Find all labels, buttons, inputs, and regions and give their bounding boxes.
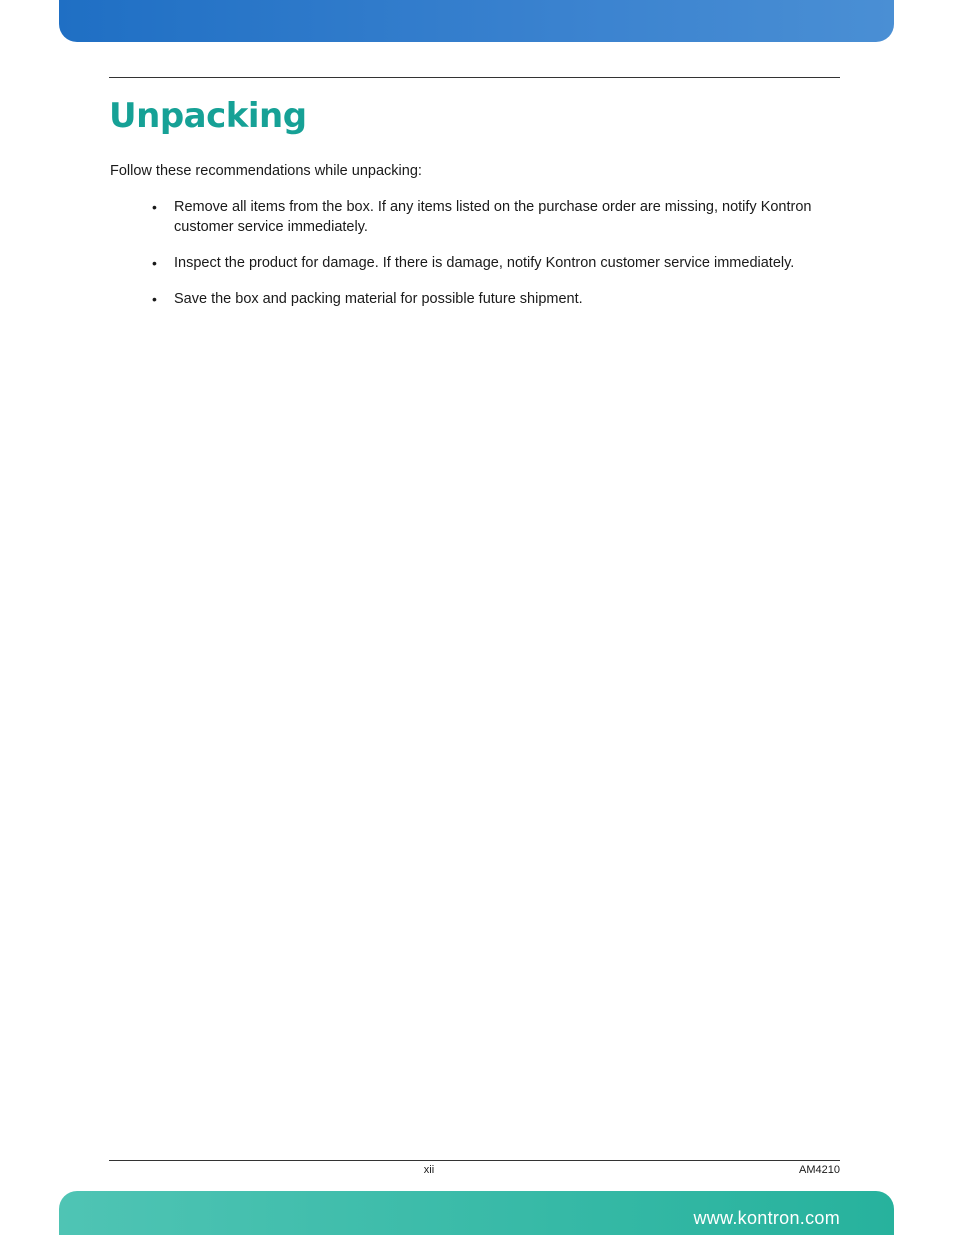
website-link[interactable]: www.kontron.com	[693, 1208, 840, 1228]
list-item-text: Remove all items from the box. If any items listed on the purchase order are missing, notify Kontron customer service immediately.	[174, 199, 812, 235]
list-item-text: Inspect the product for damage. If there is damage, notify Kontron customer service immediately.	[174, 255, 795, 271]
intro-text: Follow these recommendations while unpacking:	[110, 163, 422, 179]
list-item-text: Save the box and packing material for possible future shipment.	[174, 291, 583, 307]
footer-rule	[109, 1160, 840, 1161]
list-item	[152, 253, 852, 273]
bottom-banner	[59, 1191, 894, 1235]
bullet-icon: •	[152, 199, 157, 215]
list-item	[152, 289, 852, 309]
page-title: Unpacking	[109, 96, 307, 136]
header-rule	[109, 77, 840, 78]
recommendation-list	[152, 197, 852, 325]
top-banner	[59, 0, 894, 42]
list-item	[152, 197, 852, 237]
document-id: AM4210	[799, 1164, 840, 1176]
bullet-icon: •	[152, 255, 157, 271]
bullet-icon: •	[152, 291, 157, 307]
page-number: xii	[423, 1164, 435, 1176]
